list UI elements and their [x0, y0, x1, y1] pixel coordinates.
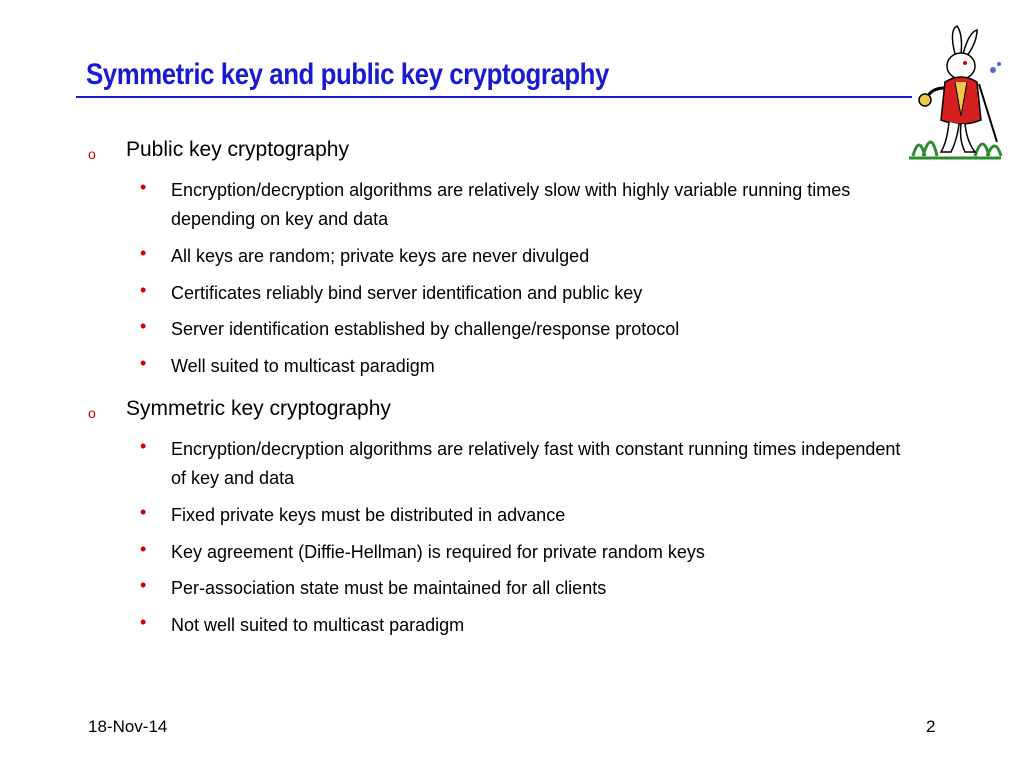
- item-bullet: •: [140, 280, 147, 300]
- footer-date: 18-Nov-14: [88, 717, 168, 736]
- item-bullet: •: [140, 539, 147, 559]
- item-text: Fixed private keys must be distributed in advance: [171, 505, 566, 525]
- section-bullet: o: [88, 146, 96, 162]
- white-rabbit-illustration: [905, 24, 1005, 162]
- item-bullet: •: [140, 612, 147, 632]
- item-bullet: •: [140, 243, 147, 263]
- item-bullet: •: [140, 502, 147, 522]
- section-heading: Public key cryptography: [126, 138, 349, 161]
- item-text: Well suited to multicast paradigm: [171, 356, 435, 376]
- item-text: All keys are random; private keys are never divulged: [171, 246, 590, 266]
- slide-title: Symmetric key and public key cryptography: [86, 58, 609, 91]
- item-bullet: •: [140, 436, 147, 456]
- section-bullet: o: [88, 405, 96, 421]
- item-bullet: •: [140, 575, 147, 595]
- title-underline: [76, 96, 912, 98]
- item-text: Certificates reliably bind server identification and public key: [171, 283, 643, 303]
- item-bullet: •: [140, 353, 147, 373]
- item-text: Not well suited to multicast paradigm: [171, 615, 465, 635]
- item-text: Server identification established by challenge/response protocol: [171, 319, 680, 339]
- item-text: Encryption/decryption algorithms are relatively fast with constant running times independent of key and data: [171, 439, 901, 488]
- item-bullet: •: [140, 177, 147, 197]
- item-text: Per-association state must be maintained for all clients: [171, 578, 607, 598]
- item-text: Key agreement (Diffie-Hellman) is required for private random keys: [171, 542, 705, 562]
- page-number: 2: [926, 717, 936, 736]
- section-heading: Symmetric key cryptography: [126, 397, 391, 420]
- item-text: Encryption/decryption algorithms are relatively slow with highly variable running times depending on key and data: [171, 180, 851, 229]
- item-bullet: •: [140, 316, 147, 336]
